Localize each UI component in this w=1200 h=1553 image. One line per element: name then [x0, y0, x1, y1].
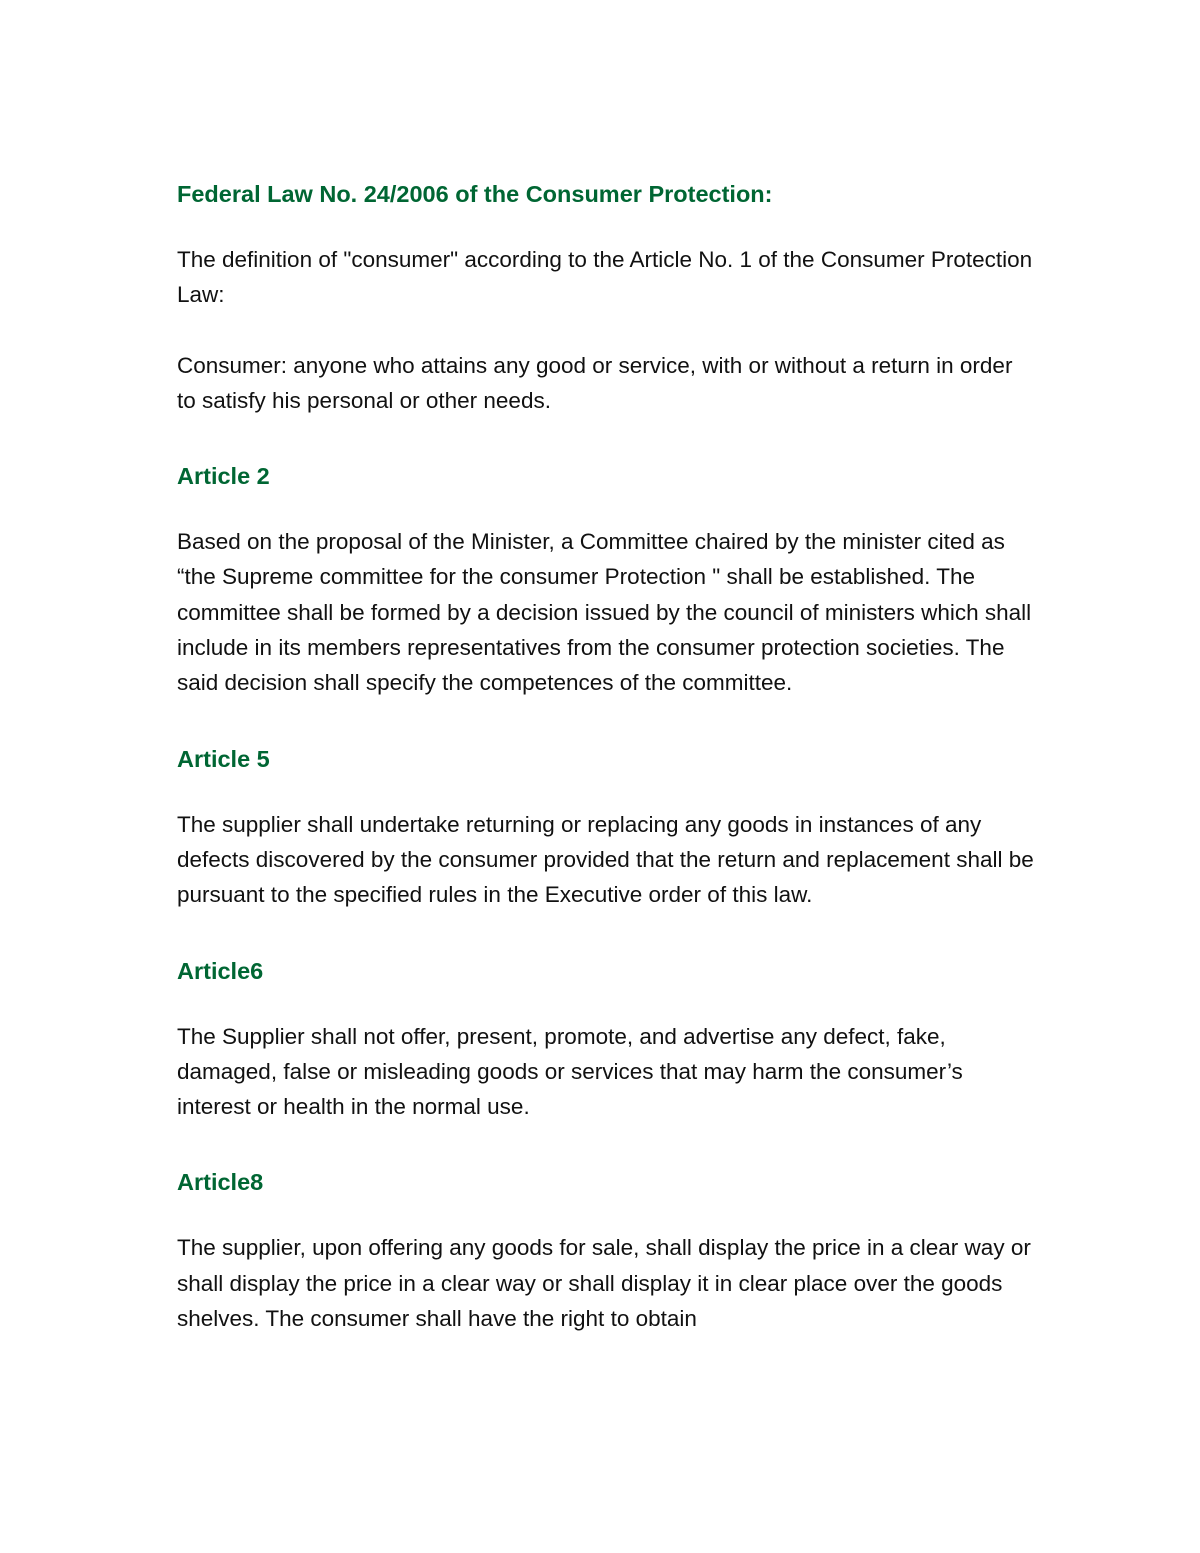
article-text: Based on the proposal of the Minister, a Committee chaired by the minister cited as “the Supreme committee for the consumer Protection " shall be established. The committee shall be formed by a decision issued by the council of ministers which shall include in its members representatives from the consumer protection societies. The said decision shall specify the competences of the committee.	[177, 529, 1032, 696]
article-section	[177, 454, 1037, 700]
document-title: Federal Law No. 24/2006 of the Consumer Protection:	[177, 181, 773, 207]
article-text: The supplier shall undertake returning or replacing any goods in instances of any defects discovered by the consumer provided that the return and replacement shall be pursuant to the specified rules in the Executive order of this law.	[177, 811, 1034, 908]
article-heading: Article 5	[177, 745, 270, 772]
article-text: The supplier, upon offering any goods for sale, shall display the price in a clear way or shall display the price in a clear way or shall display it in clear place over the goods shelves. The consumer shall have the right to obtain	[177, 1235, 1031, 1332]
article-section	[177, 949, 1037, 1125]
consumer-definition: Consumer: anyone who attains any good or service, with or without a return in order to satisfy his personal or other needs.	[177, 352, 1013, 413]
article-heading: Article8	[177, 1169, 264, 1196]
article-heading: Article6	[177, 957, 264, 984]
article-section	[177, 1160, 1037, 1336]
article-section	[177, 737, 1037, 913]
article-heading: Article 2	[177, 463, 270, 490]
intro-paragraph: The definition of "consumer" according to the Article No. 1 of the Consumer Protection Law:	[177, 247, 1033, 308]
article-text: The Supplier shall not offer, present, promote, and advertise any defect, fake, damaged, false or misleading goods or services that may harm the consumer’s interest or health in the normal use.	[177, 1023, 963, 1120]
document-page	[177, 172, 1037, 1336]
